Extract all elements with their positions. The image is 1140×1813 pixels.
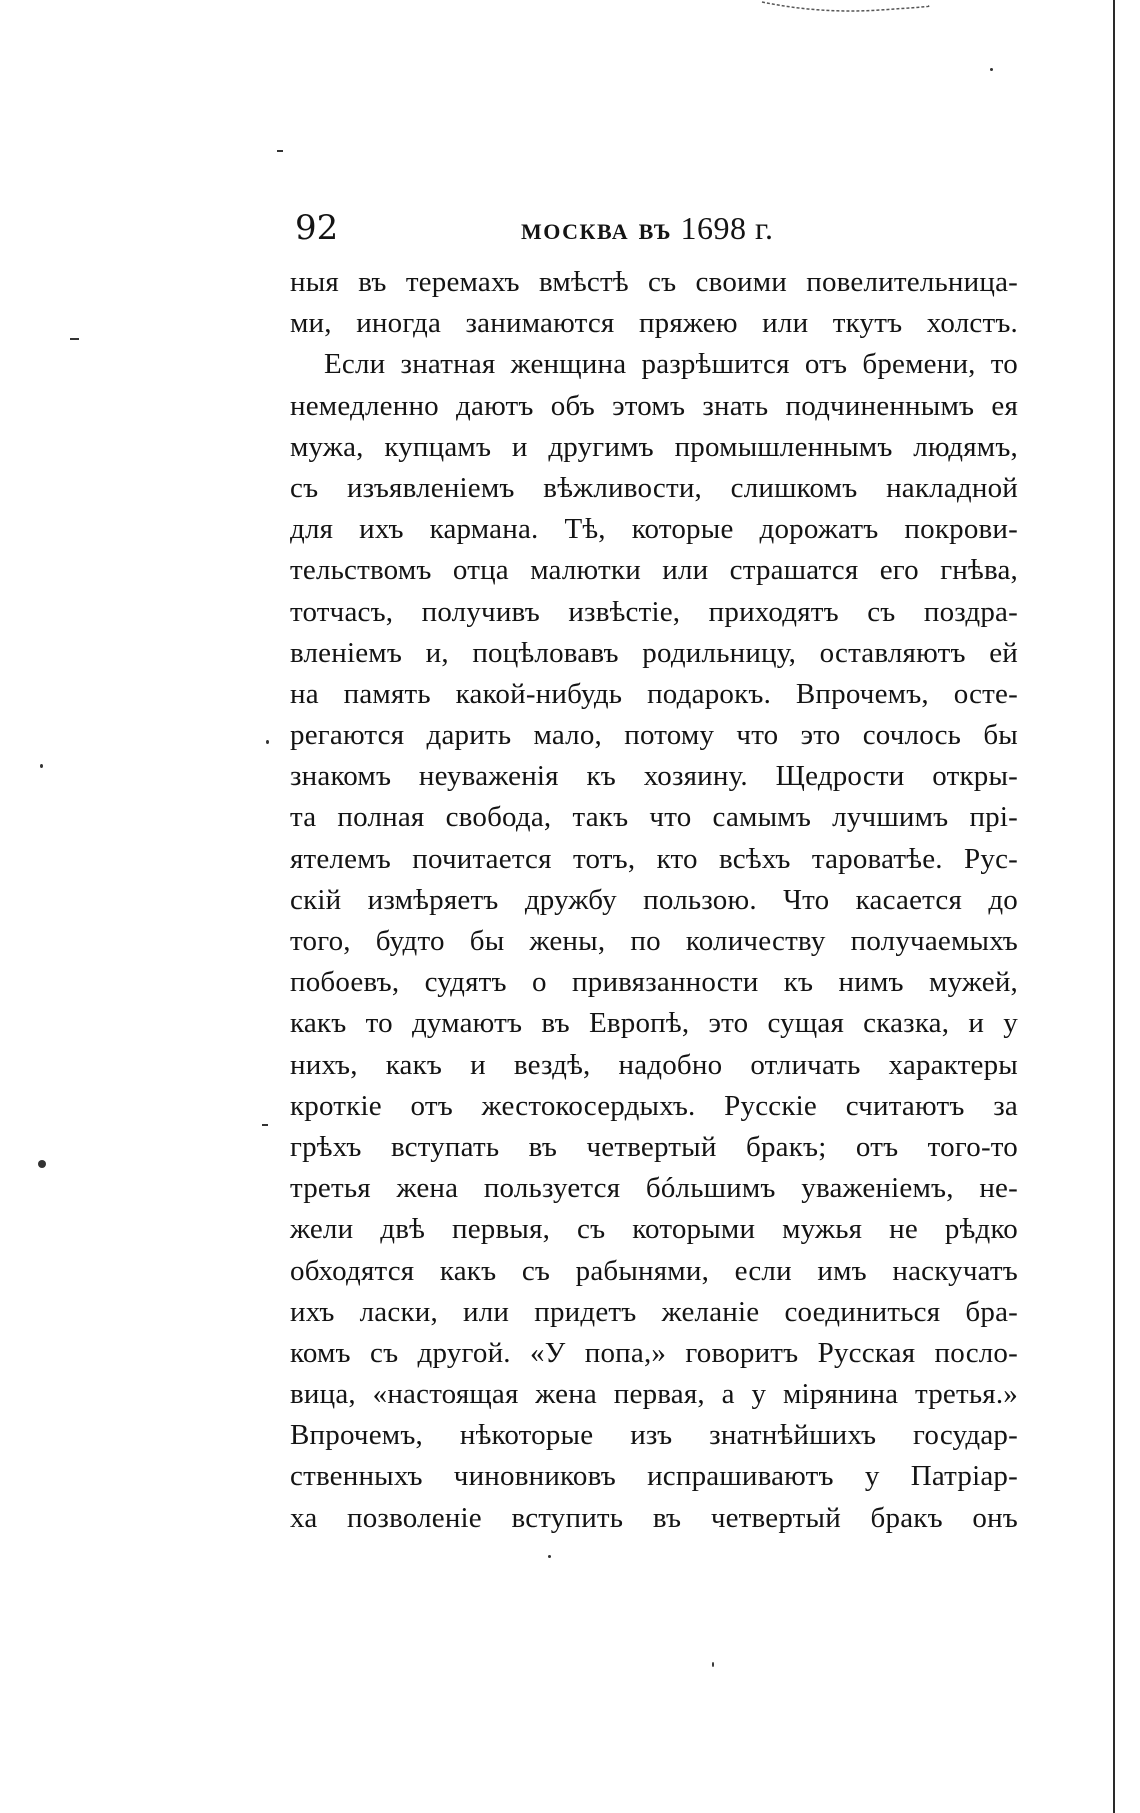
scan-speck	[262, 1124, 268, 1126]
scan-speck	[548, 1555, 551, 1558]
scan-speck	[40, 764, 43, 768]
text-line: комъ съ другой. «У попа,» говоритъ Русская посло-	[290, 1336, 1018, 1369]
running-title-caps: москва въ	[521, 210, 672, 246]
text-line: мужа, купцамъ и другимъ промышленнымъ людямъ,	[290, 430, 1018, 463]
text-line: тотчасъ, получивъ извѣстіе, приходятъ съ поздра-	[290, 595, 1018, 628]
text-line: ха позволеніе вступить въ четвертый бракъ онъ	[290, 1501, 1018, 1534]
body-text	[290, 262, 1018, 1539]
scan-speck	[712, 1662, 714, 1667]
page-number: 92	[295, 208, 339, 248]
text-line: на память какой-нибудь подарокъ. Впрочемъ, осте-	[290, 677, 1018, 710]
scan-edge-mark	[760, 0, 930, 12]
scan-speck	[38, 1160, 46, 1168]
text-line: третья жена пользуется бóльшимъ уваженіемъ, не-	[290, 1172, 1018, 1205]
running-title	[521, 205, 774, 251]
scan-speck	[990, 68, 993, 71]
text-line: ственныхъ чиновниковъ испрашиваютъ у Патріар-	[290, 1460, 1018, 1493]
text-line: обходятся какъ съ рабынями, если имъ наскучатъ	[290, 1254, 1018, 1287]
text-line: скій измѣряетъ дружбу пользою. Что касается до	[290, 883, 1018, 916]
text-line: вица, «настоящая жена первая, а у мірянина третья.»	[290, 1378, 1018, 1411]
text-line: жели двѣ первыя, съ которыми мужья не рѣдко	[290, 1213, 1018, 1246]
running-title-year: 1698 г.	[680, 210, 774, 246]
text-line: та полная свобода, такъ что самымъ лучшимъ прі-	[290, 801, 1018, 834]
text-line: ныя въ теремахъ вмѣстѣ съ своими повелительница-	[290, 266, 1018, 298]
text-line: вленіемъ и, поцѣловавъ родильницу, оставляютъ ей	[290, 636, 1018, 669]
text-line: немедленно даютъ объ этомъ знать подчиненнымъ ея	[290, 389, 1018, 422]
text-line: ми, иногда занимаются пряжею или ткутъ холстъ.	[290, 307, 1018, 340]
paragraph-start-line: Если знатная женщина разрѣшится отъ бремени, то	[324, 348, 1018, 381]
text-line: для ихъ кармана. Тѣ, которые дорожатъ покрови-	[290, 513, 1018, 546]
text-line: регаются дарить мало, потому что это сочлось бы	[290, 719, 1018, 752]
text-line: кроткіе отъ жестокосердыхъ. Русскіе считаютъ за	[290, 1089, 1018, 1122]
text-line: того, будто бы жены, по количеству получаемыхъ	[290, 925, 1018, 957]
text-line: грѣхъ вступать въ четвертый бракъ; отъ того-то	[290, 1130, 1018, 1163]
text-line: Впрочемъ, нѣкоторые изъ знатнѣйшихъ государ-	[290, 1419, 1018, 1452]
text-line: побоевъ, судятъ о привязанности къ нимъ мужей,	[290, 966, 1018, 999]
text-line: ятелемъ почитается тотъ, кто всѣхъ тароватѣе. Рус-	[290, 842, 1018, 875]
text-line: нихъ, какъ и вездѣ, надобно отличать характеры	[290, 1048, 1018, 1081]
scan-speck	[266, 740, 269, 744]
page-header	[295, 205, 1025, 255]
scan-edge-border	[1113, 0, 1115, 1813]
text-line: тельствомъ отца малютки или страшатся его гнѣва,	[290, 554, 1018, 587]
scan-speck	[277, 150, 283, 152]
scan-speck	[70, 338, 79, 340]
text-line: съ изъявленіемъ вѣжливости, слишкомъ накладной	[290, 471, 1018, 504]
text-line: ихъ ласки, или придетъ желаніе соединиться бра-	[290, 1295, 1018, 1328]
text-line: знакомъ неуваженія къ хозяину. Щедрости откры-	[290, 760, 1018, 793]
text-line: какъ то думаютъ въ Европѣ, это сущая сказка, и у	[290, 1007, 1018, 1040]
